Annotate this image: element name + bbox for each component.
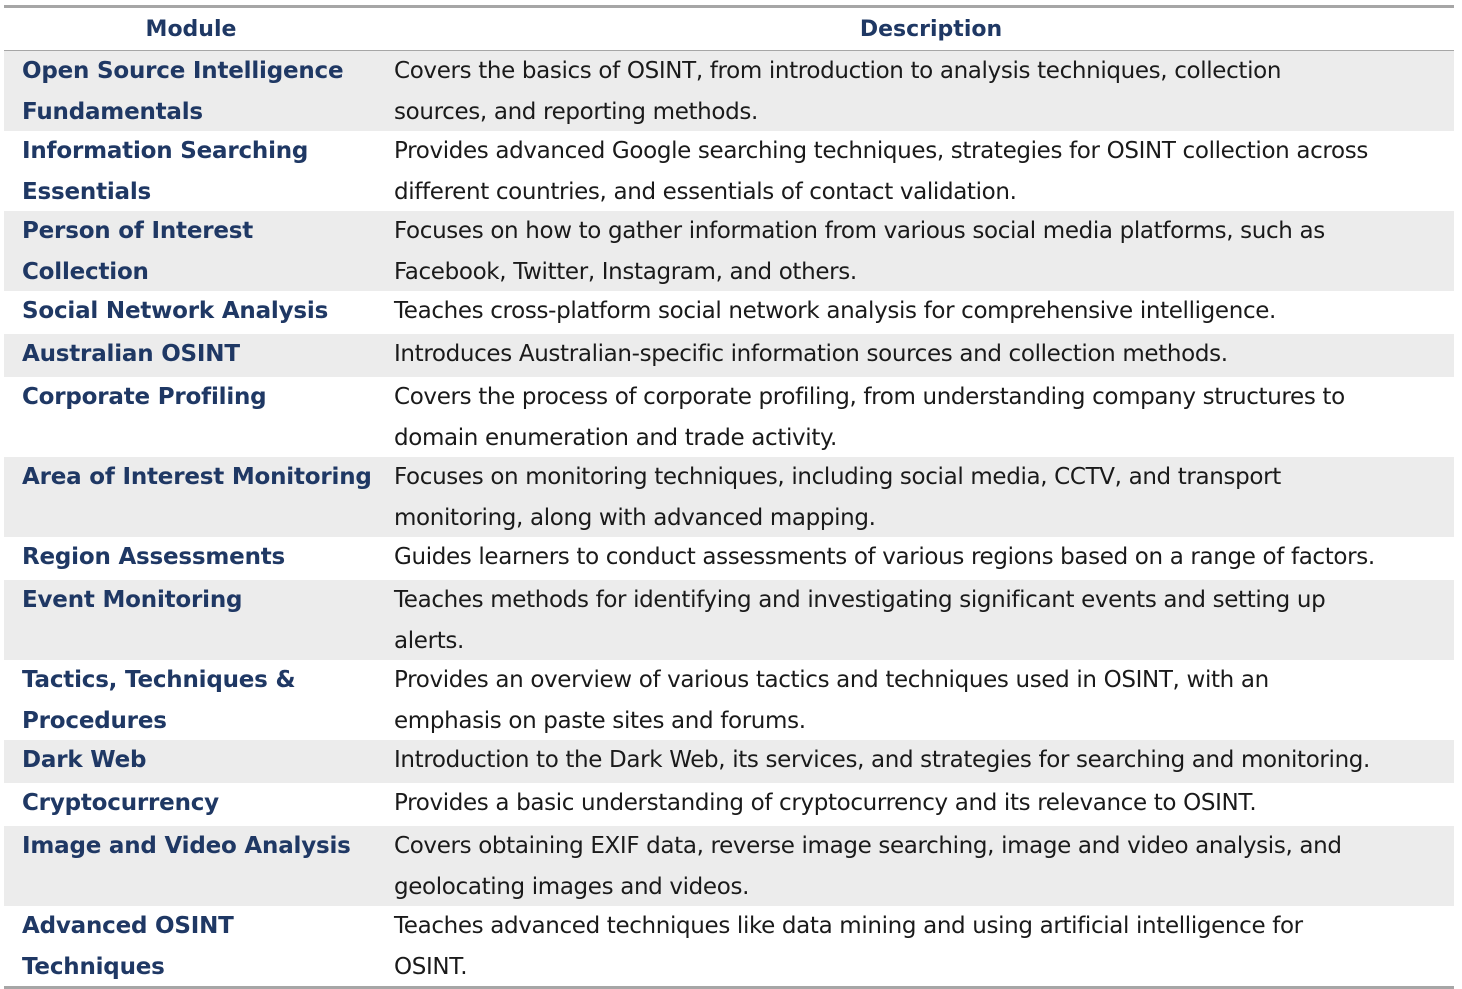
module-description xyxy=(376,291,1454,332)
module-description xyxy=(376,211,1454,292)
module-name xyxy=(4,211,376,292)
module-name xyxy=(4,537,376,578)
description-line: Teaches cross-platform social network analysis for comprehensive intelligence. xyxy=(394,298,1277,324)
description-line: monitoring, along with advanced mapping. xyxy=(394,504,876,531)
table-header-row xyxy=(4,8,1454,50)
module-description xyxy=(376,906,1454,987)
module-name xyxy=(4,906,376,987)
module-name xyxy=(4,377,376,418)
module-name-line: Procedures xyxy=(22,707,167,734)
module-name-line: Event Monitoring xyxy=(22,587,243,613)
description-line: different countries, and essentials of contact validation. xyxy=(394,178,1017,205)
module-description xyxy=(376,537,1454,578)
module-description xyxy=(376,826,1454,907)
description-line: sources, and reporting methods. xyxy=(394,98,758,125)
table-row xyxy=(4,580,1454,660)
module-name xyxy=(4,580,376,621)
table-row xyxy=(4,334,1454,377)
description-line: Covers the basics of OSINT, from introduction to analysis techniques, collection xyxy=(394,58,1282,84)
table-row xyxy=(4,537,1454,580)
table-row xyxy=(4,377,1454,457)
module-name-line: Image and Video Analysis xyxy=(22,833,351,859)
table-row xyxy=(4,457,1454,537)
module-name xyxy=(4,334,376,375)
module-description xyxy=(376,334,1454,375)
module-description xyxy=(376,740,1454,781)
description-line: Provides a basic understanding of cryptocurrency and its relevance to OSINT. xyxy=(394,790,1257,816)
module-description xyxy=(376,457,1454,538)
description-line: Facebook, Twitter, Instagram, and others. xyxy=(394,258,857,285)
description-line: Guides learners to conduct assessments of various regions based on a range of factors. xyxy=(394,544,1375,570)
module-description xyxy=(376,783,1454,824)
module-description xyxy=(376,377,1454,458)
module-name-line: Fundamentals xyxy=(22,98,203,125)
module-name-line: Australian OSINT xyxy=(22,341,240,367)
table-row xyxy=(4,783,1454,826)
table-row xyxy=(4,660,1454,740)
table-row xyxy=(4,740,1454,783)
module-name xyxy=(4,51,376,132)
description-line: Introduction to the Dark Web, its services, and strategies for searching and monitoring. xyxy=(394,747,1371,773)
module-name-line: Open Source Intelligence xyxy=(22,58,344,84)
module-name xyxy=(4,660,376,741)
module-description xyxy=(376,660,1454,741)
table-row xyxy=(4,291,1454,334)
description-line: Provides an overview of various tactics and techniques used in OSINT, with an xyxy=(394,667,1269,693)
table-row xyxy=(4,131,1454,211)
module-name-line: Collection xyxy=(22,258,149,285)
description-line: Teaches advanced techniques like data mining and using artificial intelligence for xyxy=(394,913,1303,939)
description-line: Covers the process of corporate profiling, from understanding company structures to xyxy=(394,384,1345,410)
description-line: Focuses on monitoring techniques, including social media, CCTV, and transport xyxy=(394,464,1281,490)
module-name-line: Region Assessments xyxy=(22,544,286,570)
module-name-line: Advanced OSINT xyxy=(22,913,234,939)
module-table xyxy=(4,5,1454,989)
description-line: OSINT. xyxy=(394,953,468,980)
module-name xyxy=(4,291,376,332)
module-name xyxy=(4,740,376,781)
module-name-line: Person of Interest xyxy=(22,218,254,244)
module-description xyxy=(376,580,1454,661)
description-line: geolocating images and videos. xyxy=(394,873,750,900)
description-line: emphasis on paste sites and forums. xyxy=(394,707,806,734)
module-name-line: Dark Web xyxy=(22,747,147,773)
module-name-line: Social Network Analysis xyxy=(22,298,329,324)
module-description xyxy=(376,131,1454,212)
header-description: Description xyxy=(859,16,1003,42)
module-name-line: Essentials xyxy=(22,178,152,205)
description-line: Provides advanced Google searching techniques, strategies for OSINT collection across xyxy=(394,138,1368,164)
table-row xyxy=(4,51,1454,131)
module-name-line: Tactics, Techniques & xyxy=(22,667,296,693)
description-line: Teaches methods for identifying and investigating significant events and setting up xyxy=(394,587,1326,613)
module-name xyxy=(4,131,376,212)
table-row xyxy=(4,211,1454,291)
module-name xyxy=(4,783,376,824)
table-row xyxy=(4,906,1454,986)
module-name-line: Cryptocurrency xyxy=(22,790,219,816)
module-name-line: Area of Interest Monitoring xyxy=(22,464,372,490)
description-line: domain enumeration and trade activity. xyxy=(394,424,837,451)
description-line: Introduces Australian-specific information sources and collection methods. xyxy=(394,341,1228,367)
table-row xyxy=(4,826,1454,906)
module-name-line: Information Searching xyxy=(22,138,309,164)
module-description xyxy=(376,51,1454,132)
description-line: alerts. xyxy=(394,627,464,654)
module-name-line: Corporate Profiling xyxy=(22,384,267,410)
description-line: Focuses on how to gather information from various social media platforms, such as xyxy=(394,218,1325,244)
module-name-line: Techniques xyxy=(22,953,165,980)
header-module: Module xyxy=(145,16,237,42)
description-line: Covers obtaining EXIF data, reverse image searching, image and video analysis, and xyxy=(394,833,1342,859)
module-name xyxy=(4,457,376,498)
module-name xyxy=(4,826,376,867)
